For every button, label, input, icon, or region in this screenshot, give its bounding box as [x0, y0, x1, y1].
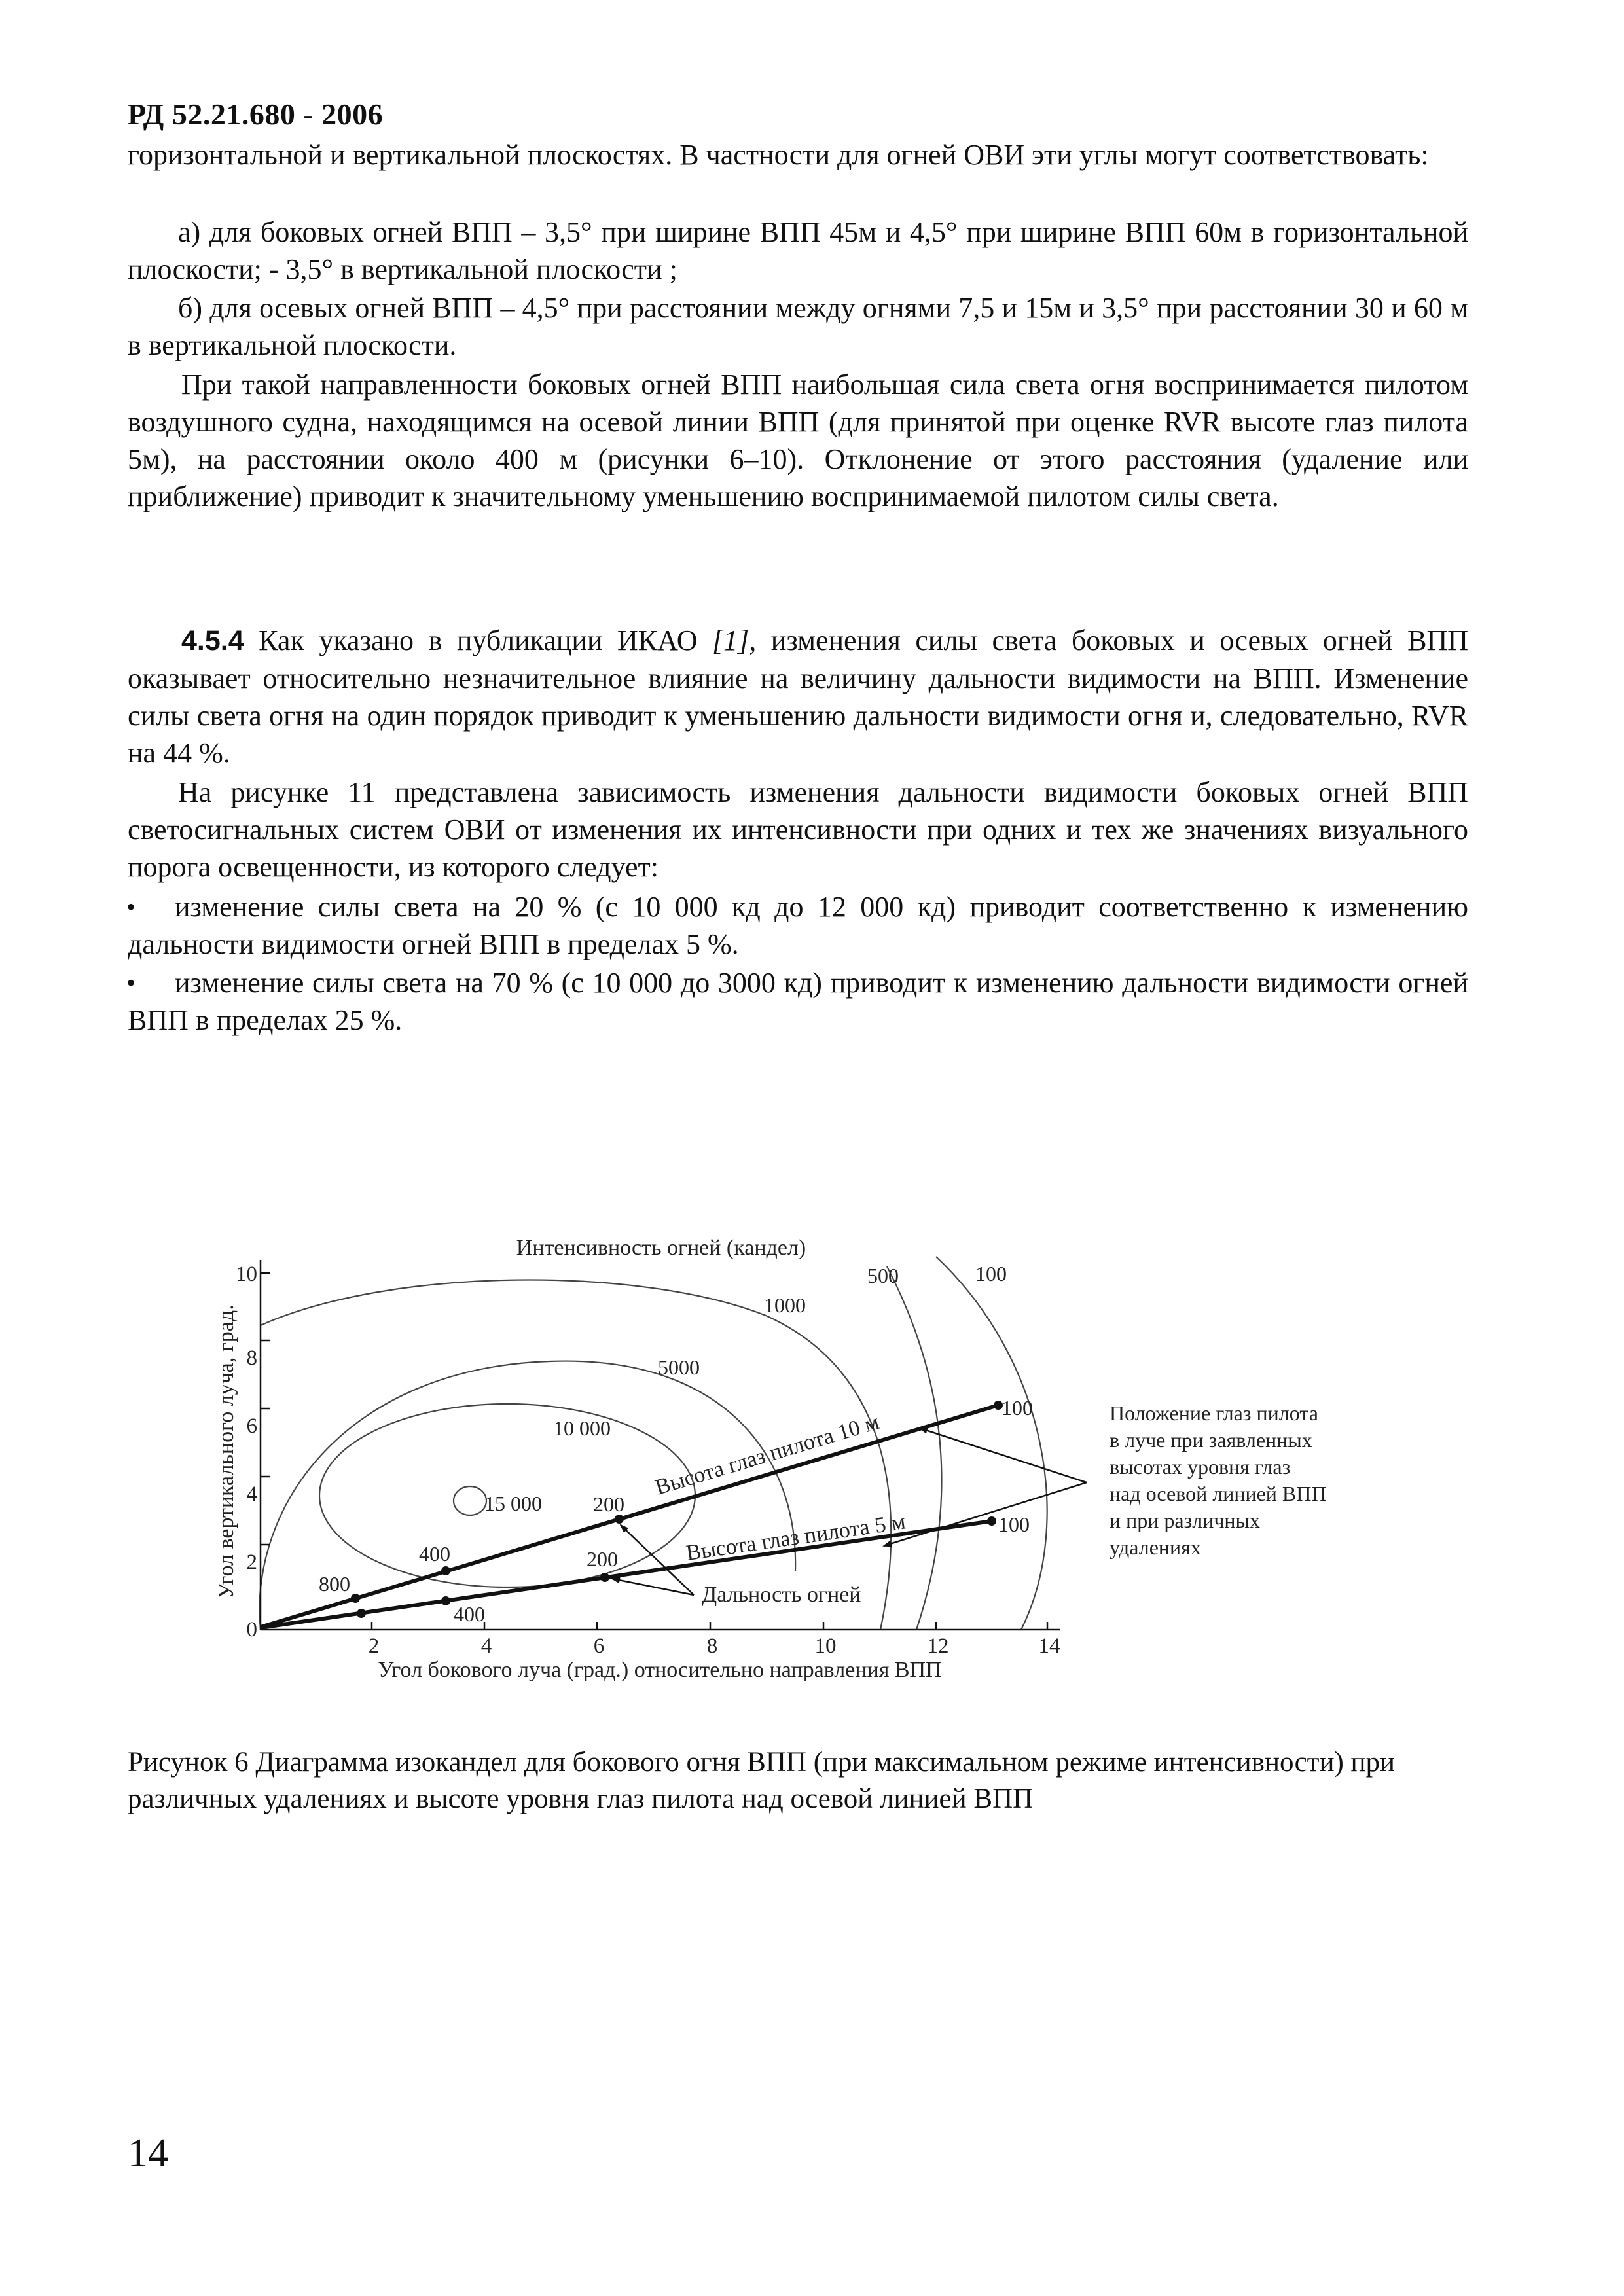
section-number: 4.5.4	[181, 625, 244, 656]
figure-caption: Рисунок 6 Диаграмма изокандел для бокового огня ВПП (при максимальном режиме интенсивности) при различных удалениях и высоте уровня глаз пилота над осевой линией ВПП	[128, 1747, 1396, 1814]
contour-15000	[454, 1486, 486, 1515]
x-axis-title: Угол бокового луча (град.) относительно направления ВПП	[378, 1658, 942, 1682]
xtick-8: 8	[706, 1634, 718, 1658]
bullet-text: изменение силы света на 70 % (с 10 000 до 3000 кд) приводит к изменению дальности видимости огней ВПП в пределах 25 %.	[128, 967, 1468, 1036]
point-5m-200	[600, 1573, 609, 1582]
point-5m-400	[357, 1609, 366, 1618]
label-1000: 1000	[764, 1293, 806, 1317]
xtick-4: 4	[480, 1634, 492, 1658]
xtick-14: 14	[1038, 1634, 1060, 1658]
arrow-note-to-5m	[884, 1482, 1087, 1546]
label-line-10m: Высота глаз пилота 10 м	[652, 1410, 882, 1500]
label-100: 100	[975, 1262, 1007, 1285]
label-500: 500	[867, 1264, 899, 1287]
bullet-text: изменение силы света на 20 % (с 10 000 кд до 12 000 кд) приводит соответственно к изменению дальности видимости огней ВПП в пределах 5 %.	[128, 891, 1468, 960]
point-10m-800	[351, 1594, 360, 1603]
dist-10m-400: 400	[419, 1542, 450, 1566]
note-line-2: в луче при заявленных	[1110, 1428, 1312, 1452]
paragraph-direction: При такой направленности боковых огней ВПП наибольшая сила света огня воспринимается пилотом воздушного судна, находящимся на осевой линии ВПП (для принятой при оценке RVR высоте глаз пилота 5м), на расстоянии около 400 м (рисунки 6–10). Отклонение от этого расстояния (удаление или приближение) приводит к значительному уменьшению воспринимаемой пилотом силы света.	[128, 368, 1468, 512]
ytick-0: 0	[246, 1618, 257, 1641]
xtick-12: 12	[927, 1634, 949, 1658]
dist-5m-400: 400	[454, 1602, 485, 1626]
document-header: РД 52.21.680 - 2006	[128, 98, 384, 131]
label-10000: 10 000	[553, 1416, 611, 1440]
label-5000: 5000	[658, 1355, 700, 1379]
label-range: Дальность огней	[702, 1583, 861, 1607]
paragraph-figure-11: На рисунке 11 представлена зависимость изменения дальности видимости боковых огней ВПП светосигнальных систем ОВИ от изменения их интенсивности при одних и тех же значениях визуального порога освещенности, из которого следует:	[128, 776, 1468, 883]
section-text-b: , изменения силы света боковых и осевых огней ВПП оказывает относительно незначительное влияние на величину дальности видимости на ВПП. Изменение силы света огня на один порядок приводит к уменьшению дальности видимости огня и, следовательно, RVR на 44 %.	[128, 624, 1468, 769]
xtick-6: 6	[593, 1634, 605, 1658]
dist-5m-200: 200	[586, 1547, 618, 1571]
note-line-5: и при различных	[1110, 1509, 1261, 1532]
reference-link: [1]	[712, 624, 749, 656]
ytick-4: 4	[246, 1482, 257, 1506]
point-5m-100	[987, 1516, 996, 1526]
figure-top-title: Интенсивность огней (кандел)	[516, 1236, 806, 1260]
y-axis-title: Угол вертикального луча, град.	[214, 1304, 238, 1599]
note-line-4: над осевой линией ВПП	[1110, 1482, 1327, 1505]
ytick-2: 2	[246, 1551, 257, 1574]
point-10m-400	[441, 1566, 450, 1575]
label-line-5m: Высота глаз пилота 5 м	[684, 1509, 907, 1566]
section-text-a: Как указано в публикации ИКАО	[244, 624, 713, 656]
paragraph-item-b: б) для осевых огней ВПП – 4,5° при расстоянии между огнями 7,5 и 15м и 3,5° при расстоянии 30 и 60 м в вертикальной плоскости.	[128, 292, 1468, 361]
dist-5m-100: 100	[998, 1513, 1030, 1536]
contour-500	[887, 1266, 941, 1630]
paragraph-item-a: а) для боковых огней ВПП – 3,5° при ширине ВПП 45м и 4,5° при ширине ВПП 60м в горизонтальной плоскости; - 3,5° в вертикальной плоскости ;	[128, 216, 1468, 285]
point-5m-400b	[441, 1596, 450, 1605]
xtick-10: 10	[814, 1634, 837, 1658]
bullet-icon: •	[126, 892, 136, 922]
label-15000: 15 000	[484, 1492, 542, 1515]
dist-10m-200: 200	[593, 1492, 624, 1516]
paragraph-continuation: горизонтальной и вертикальной плоскостях. В частности для огней ОВИ эти углы могут соответствовать:	[128, 139, 1429, 171]
arrow-range-to-5m	[612, 1579, 694, 1595]
dist-10m-800: 800	[319, 1572, 350, 1596]
ytick-10: 10	[236, 1263, 257, 1286]
xtick-2: 2	[368, 1634, 380, 1658]
note-line-6: удалениях	[1110, 1535, 1201, 1559]
dist-10m-100: 100	[1001, 1396, 1033, 1420]
note-line-1: Положение глаз пилота	[1110, 1401, 1318, 1425]
point-10m-200	[615, 1515, 624, 1524]
bullet-icon: •	[126, 968, 136, 997]
ytick-6: 6	[246, 1414, 257, 1438]
ytick-8: 8	[246, 1346, 257, 1370]
page-number: 14	[128, 2131, 168, 2176]
arrow-note-to-10m	[920, 1428, 1087, 1482]
contour-100	[936, 1257, 1047, 1630]
note-line-3: высотах уровня глаз	[1110, 1455, 1291, 1479]
arrow-range-to-10m	[621, 1525, 694, 1595]
